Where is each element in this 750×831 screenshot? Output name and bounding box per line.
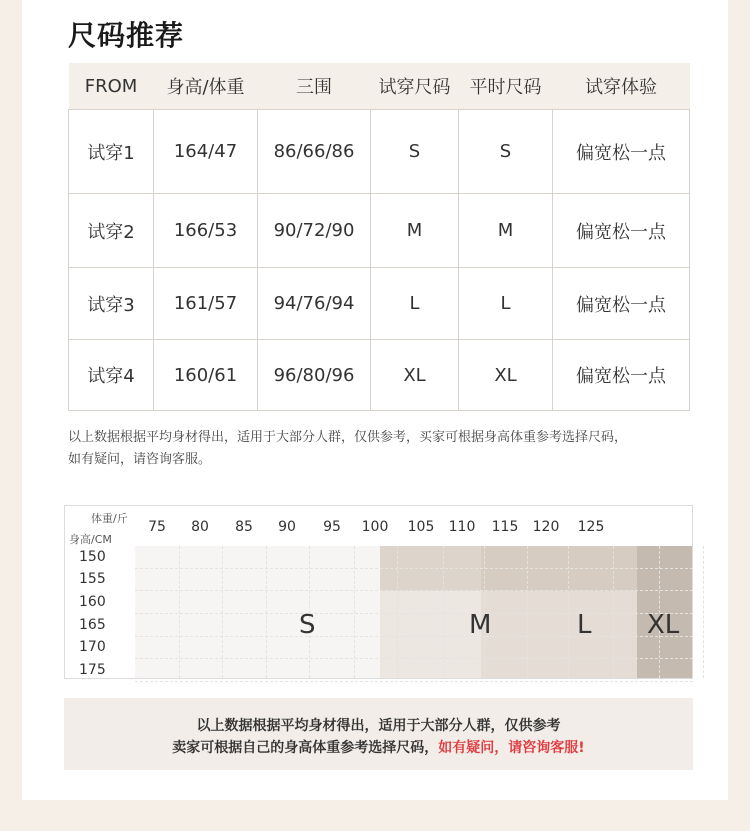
weight-tick-label: 75 xyxy=(148,519,166,535)
cell-experience: 偏宽松一点 xyxy=(553,340,690,411)
weight-tick-label: 100 xyxy=(361,519,389,535)
table-row xyxy=(69,194,690,268)
weight-tick-label: 120 xyxy=(532,519,560,535)
header-experience: 试穿体验 xyxy=(553,63,690,110)
bottom-note-text: 卖家可根据自己的身高体重参考选择尺码， xyxy=(172,740,439,756)
cell-height-weight: 166/53 xyxy=(154,194,258,268)
cell-experience: 偏宽松一点 xyxy=(553,194,690,268)
cell-measurements: 96/80/96 xyxy=(258,340,371,411)
cell-usual-size: L xyxy=(459,268,553,340)
weight-tick-label: 95 xyxy=(323,519,341,535)
weight-tick-label: 110 xyxy=(448,519,476,535)
contact-service-highlight: 如有疑问，请咨询客服! xyxy=(438,740,585,756)
bottom-note xyxy=(64,698,693,770)
cell-height-weight: 161/57 xyxy=(154,268,258,340)
header-measurements: 三围 xyxy=(258,63,371,110)
size-label-xl: XL xyxy=(647,610,680,640)
weight-tick-label: 115 xyxy=(491,519,519,535)
trial-table xyxy=(68,63,690,411)
disclaimer-note xyxy=(68,427,698,471)
height-tick-label: 155 xyxy=(79,571,106,587)
weight-tick-label: 125 xyxy=(577,519,605,535)
cell-usual-size: M xyxy=(459,194,553,268)
table-row xyxy=(69,110,690,194)
height-tick-label: 150 xyxy=(79,549,106,565)
weight-tick-label: 85 xyxy=(235,519,253,535)
cell-measurements: 86/66/86 xyxy=(258,110,371,194)
grid-line-vertical xyxy=(703,546,704,678)
weight-tick-label: 105 xyxy=(407,519,435,535)
weight-axis-label: 体重/斤 xyxy=(91,512,128,525)
cell-tester: 试穿3 xyxy=(69,268,154,340)
grid-line-horizontal xyxy=(135,568,693,569)
size-label-m: M xyxy=(469,610,492,640)
height-tick-label: 160 xyxy=(79,594,106,610)
disclaimer-line-1: 以上数据根据平均身材得出，适用于大部分人群，仅供参考，买家可根据身高体重参考选择尺码， xyxy=(68,430,628,445)
grid-line-horizontal xyxy=(135,636,693,637)
size-label-s: S xyxy=(299,610,316,640)
cell-experience: 偏宽松一点 xyxy=(553,268,690,340)
height-tick-label: 165 xyxy=(79,617,106,633)
cell-trial-size: XL xyxy=(371,340,459,411)
grid-line-horizontal xyxy=(135,613,693,614)
cell-tester: 试穿1 xyxy=(69,110,154,194)
cell-usual-size: XL xyxy=(459,340,553,411)
size-label-l: L xyxy=(577,610,592,640)
cell-experience: 偏宽松一点 xyxy=(553,110,690,194)
bottom-note-line-1: 以上数据根据平均身材得出，适用于大部分人群，仅供参考 xyxy=(196,718,561,734)
header-height-weight: 身高/体重 xyxy=(154,63,258,110)
page-title: 尺码推荐 xyxy=(68,19,185,52)
cell-usual-size: S xyxy=(459,110,553,194)
cell-height-weight: 160/61 xyxy=(154,340,258,411)
grid-line-horizontal xyxy=(135,681,693,682)
cell-height-weight: 164/47 xyxy=(154,110,258,194)
disclaimer-line-2: 如有疑问，请咨询客服。 xyxy=(68,452,212,467)
cell-measurements: 94/76/94 xyxy=(258,268,371,340)
cell-measurements: 90/72/90 xyxy=(258,194,371,268)
cell-trial-size: L xyxy=(371,268,459,340)
height-axis-label: 身高/CM xyxy=(69,533,112,546)
grid-line-horizontal xyxy=(135,590,693,591)
weight-tick-label: 80 xyxy=(191,519,209,535)
cell-tester: 试穿4 xyxy=(69,340,154,411)
header-trial-size: 试穿尺码 xyxy=(371,63,459,110)
height-tick-label: 175 xyxy=(79,662,106,678)
weight-tick-label: 90 xyxy=(278,519,296,535)
bottom-note-line-2 xyxy=(64,737,693,757)
cell-trial-size: M xyxy=(371,194,459,268)
cell-trial-size: S xyxy=(371,110,459,194)
height-tick-label: 170 xyxy=(79,639,106,655)
header-from: FROM xyxy=(69,63,154,110)
grid-line-horizontal xyxy=(135,658,693,659)
header-usual-size: 平时尺码 xyxy=(459,63,553,110)
table-row xyxy=(69,340,690,411)
table-row xyxy=(69,268,690,340)
size-chart xyxy=(64,505,693,679)
cell-tester: 试穿2 xyxy=(69,194,154,268)
table-header-row xyxy=(69,63,690,110)
